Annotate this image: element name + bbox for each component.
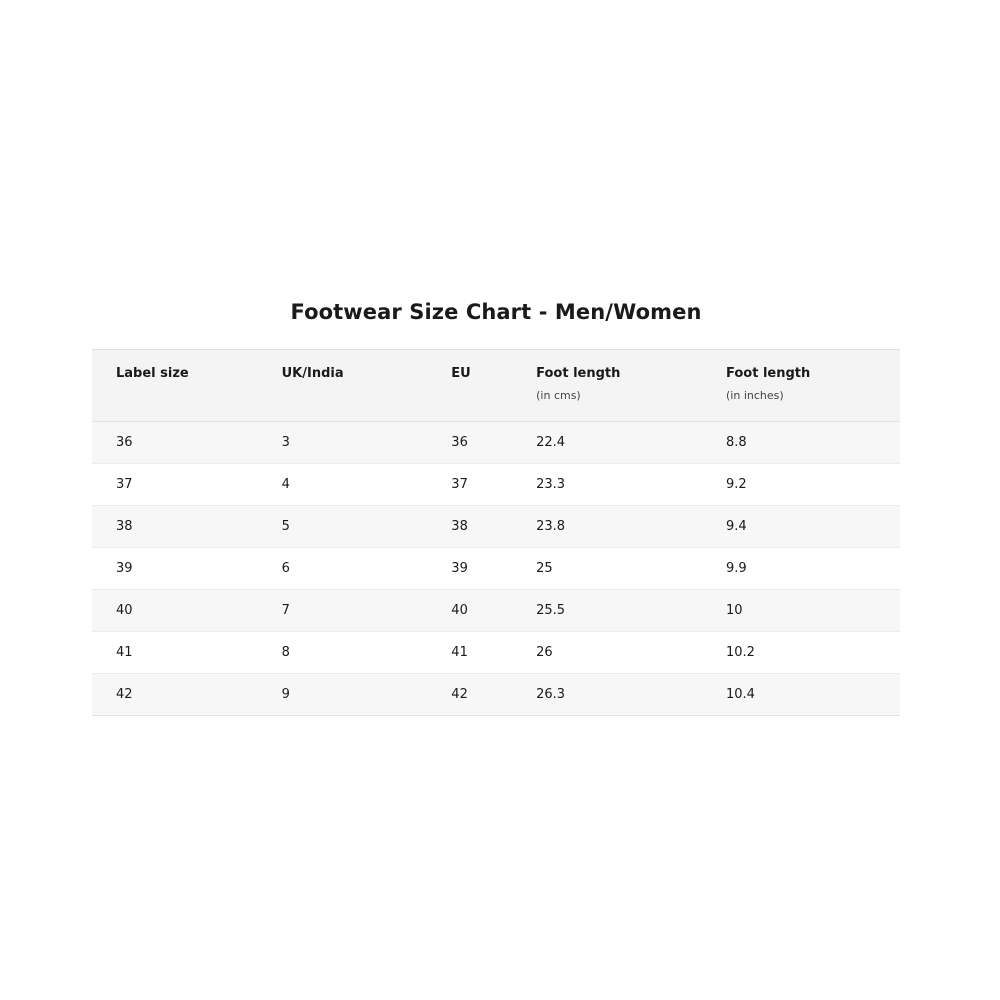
table-row bbox=[92, 548, 900, 590]
cell-label-size: 42 bbox=[92, 674, 258, 716]
cell-uk-india: 3 bbox=[258, 422, 428, 464]
page-title: Footwear Size Chart - Men/Women bbox=[290, 300, 702, 324]
cell-eu: 40 bbox=[427, 590, 512, 632]
column-header-eu-main: EU bbox=[451, 366, 471, 381]
cell-uk-india: 4 bbox=[258, 464, 428, 506]
cell-foot-length-cms: 22.4 bbox=[512, 422, 702, 464]
cell-label-size: 36 bbox=[92, 422, 258, 464]
cell-foot-length-inches: 8.8 bbox=[702, 422, 900, 464]
cell-foot-length-cms: 26 bbox=[512, 632, 702, 674]
size-chart-container bbox=[92, 300, 900, 716]
cell-uk-india: 5 bbox=[258, 506, 428, 548]
column-header-eu bbox=[427, 350, 512, 422]
table-row bbox=[92, 422, 900, 464]
cell-foot-length-cms: 25.5 bbox=[512, 590, 702, 632]
footwear-size-table bbox=[92, 349, 900, 716]
table-row bbox=[92, 632, 900, 674]
cell-foot-length-inches: 9.4 bbox=[702, 506, 900, 548]
cell-label-size: 39 bbox=[92, 548, 258, 590]
cell-foot-length-cms: 23.8 bbox=[512, 506, 702, 548]
cell-foot-length-cms: 25 bbox=[512, 548, 702, 590]
table-row bbox=[92, 464, 900, 506]
table-header-row bbox=[92, 350, 900, 422]
cell-foot-length-inches: 10 bbox=[702, 590, 900, 632]
column-header-uk-india-main: UK/India bbox=[281, 366, 344, 381]
cell-eu: 36 bbox=[427, 422, 512, 464]
cell-eu: 38 bbox=[427, 506, 512, 548]
table-row bbox=[92, 506, 900, 548]
cell-uk-india: 7 bbox=[258, 590, 428, 632]
column-header-foot-length-cms bbox=[512, 350, 702, 422]
cell-label-size: 38 bbox=[92, 506, 258, 548]
cell-eu: 37 bbox=[427, 464, 512, 506]
table-row bbox=[92, 674, 900, 716]
column-header-label-size bbox=[92, 350, 258, 422]
cell-label-size: 37 bbox=[92, 464, 258, 506]
cell-foot-length-inches: 9.9 bbox=[702, 548, 900, 590]
cell-foot-length-inches: 10.2 bbox=[702, 632, 900, 674]
column-header-foot-length-inches bbox=[702, 350, 900, 422]
cell-uk-india: 6 bbox=[258, 548, 428, 590]
cell-uk-india: 9 bbox=[258, 674, 428, 716]
cell-foot-length-inches: 10.4 bbox=[702, 674, 900, 716]
cell-foot-length-cms: 26.3 bbox=[512, 674, 702, 716]
table-header bbox=[92, 350, 900, 422]
column-header-foot-length-cms-main: Foot length bbox=[536, 366, 621, 381]
cell-eu: 41 bbox=[427, 632, 512, 674]
cell-eu: 39 bbox=[427, 548, 512, 590]
column-header-foot-length-cms-unit: (in cms) bbox=[536, 389, 581, 403]
cell-foot-length-inches: 9.2 bbox=[702, 464, 900, 506]
cell-label-size: 41 bbox=[92, 632, 258, 674]
cell-uk-india: 8 bbox=[258, 632, 428, 674]
cell-eu: 42 bbox=[427, 674, 512, 716]
column-header-foot-length-inches-unit: (in inches) bbox=[726, 389, 784, 403]
column-header-foot-length-inches-main: Foot length bbox=[726, 366, 811, 381]
table-row bbox=[92, 590, 900, 632]
table-body bbox=[92, 422, 900, 716]
cell-foot-length-cms: 23.3 bbox=[512, 464, 702, 506]
column-header-label-size-main: Label size bbox=[116, 366, 189, 381]
cell-label-size: 40 bbox=[92, 590, 258, 632]
column-header-uk-india bbox=[258, 350, 428, 422]
